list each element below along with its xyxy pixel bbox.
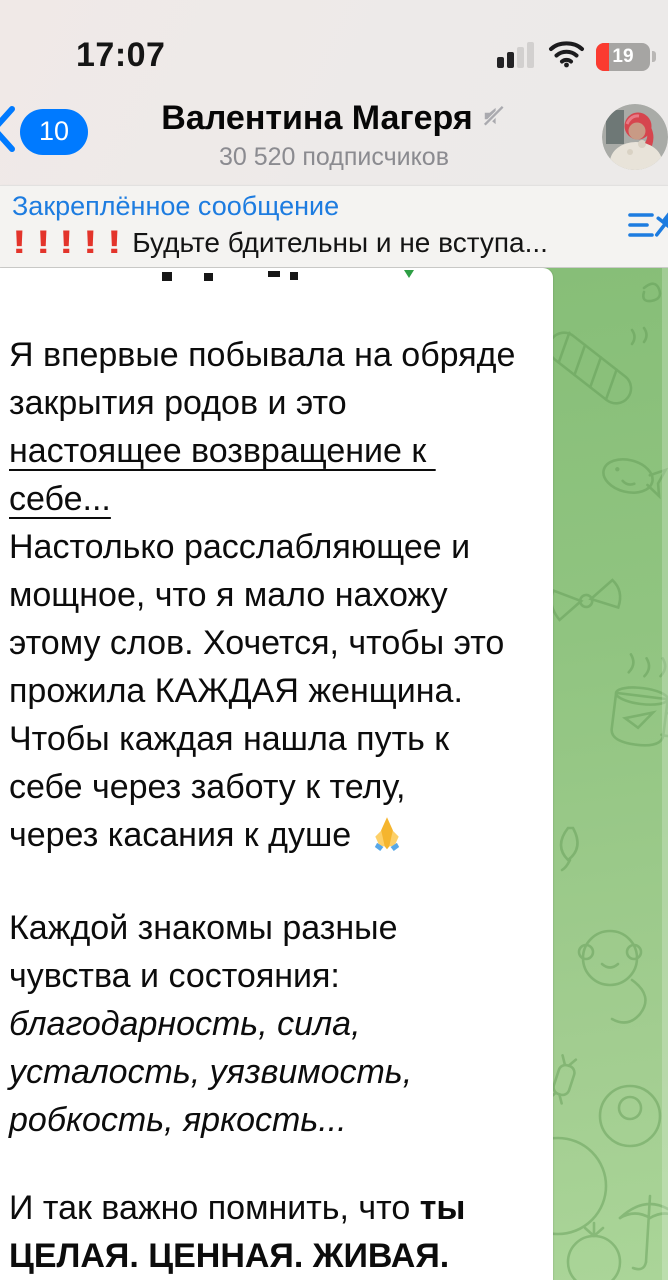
channel-title: Валентина Магеря: [161, 99, 473, 137]
message-text: [9, 331, 543, 1280]
chat-area[interactable]: [0, 268, 668, 1280]
pinned-label: Закреплённое сообщение: [12, 191, 340, 221]
message-line: настоящее возвращение к: [9, 432, 436, 470]
message-line: закрытия родов и это: [9, 384, 347, 422]
wifi-icon: [548, 40, 585, 73]
pinned-message-bar[interactable]: [0, 185, 668, 268]
exclamation-emoji: !: [12, 224, 27, 260]
exclamation-emojis: [14, 224, 132, 261]
subscriber-count: 30 520 подписчиков: [218, 143, 449, 171]
clipped-text-remnant: [404, 270, 414, 278]
background-doodles: [552, 268, 668, 1280]
pinned-preview-text: Будьте бдительны и не вступа...: [132, 226, 548, 258]
message-bubble[interactable]: [0, 268, 553, 1280]
unread-count-badge: 10: [20, 109, 88, 155]
right-edge-highlight: [662, 268, 668, 1280]
folded-hands-emoji: [369, 815, 405, 864]
channel-avatar[interactable]: [602, 104, 668, 170]
battery-percent: 19: [612, 45, 634, 67]
message-line: усталость, уязвимость,: [9, 1053, 413, 1091]
status-time: 17:07: [76, 36, 166, 74]
top-chrome: [0, 0, 668, 185]
message-line: робкость, яркость...: [9, 1101, 347, 1139]
message-blank-line: [9, 864, 543, 904]
message-line: ЦЕЛАЯ. ЦЕННАЯ. ЖИВАЯ.: [9, 1237, 450, 1275]
message-blank-line: [9, 1144, 543, 1184]
clipped-text-remnant: [268, 271, 280, 277]
pinned-preview: [14, 224, 548, 261]
message-line: себе...: [9, 480, 111, 518]
message-line: Чтобы каждая нашла путь к: [9, 720, 450, 758]
exclamation-emoji: !: [106, 224, 122, 260]
message-line: мощное, что я мало нахожу: [9, 576, 448, 614]
message-line: этому слов. Хочется, чтобы это: [9, 624, 505, 662]
exclamation-emoji: !: [83, 224, 98, 260]
channel-title-block[interactable]: [110, 99, 558, 172]
back-button[interactable]: [0, 105, 88, 158]
cellular-signal-icon: [497, 41, 537, 73]
battery-nub: [652, 51, 656, 62]
status-icons: [497, 40, 656, 73]
message-line: себе через заботу к телу,: [9, 768, 406, 806]
message-line: благодарность, сила,: [9, 1005, 361, 1043]
message-line: Настолько расслабляющее и: [9, 528, 471, 566]
message-line: И так важно помнить, что ты: [9, 1189, 466, 1227]
back-chevron-icon: [0, 105, 16, 158]
message-line: Каждой знакомы разные: [9, 909, 398, 947]
exclamation-emoji: !: [59, 224, 74, 260]
muted-speaker-icon: [481, 99, 507, 138]
message-line: прожила КАЖДАЯ женщина.: [9, 672, 463, 710]
message-line: чувства и состояния:: [9, 957, 340, 995]
clipped-text-remnant: [204, 273, 213, 281]
exclamation-emoji: !: [35, 224, 51, 260]
pinned-list-button[interactable]: [626, 202, 668, 255]
message-line: Я впервые побывала на обряде: [9, 336, 516, 374]
clipped-text-remnant: [162, 272, 172, 281]
clipped-text-remnant: [290, 272, 298, 280]
message-line: через касания к душе: [9, 811, 543, 864]
battery-icon: [596, 43, 656, 71]
chat-header: [0, 95, 668, 185]
